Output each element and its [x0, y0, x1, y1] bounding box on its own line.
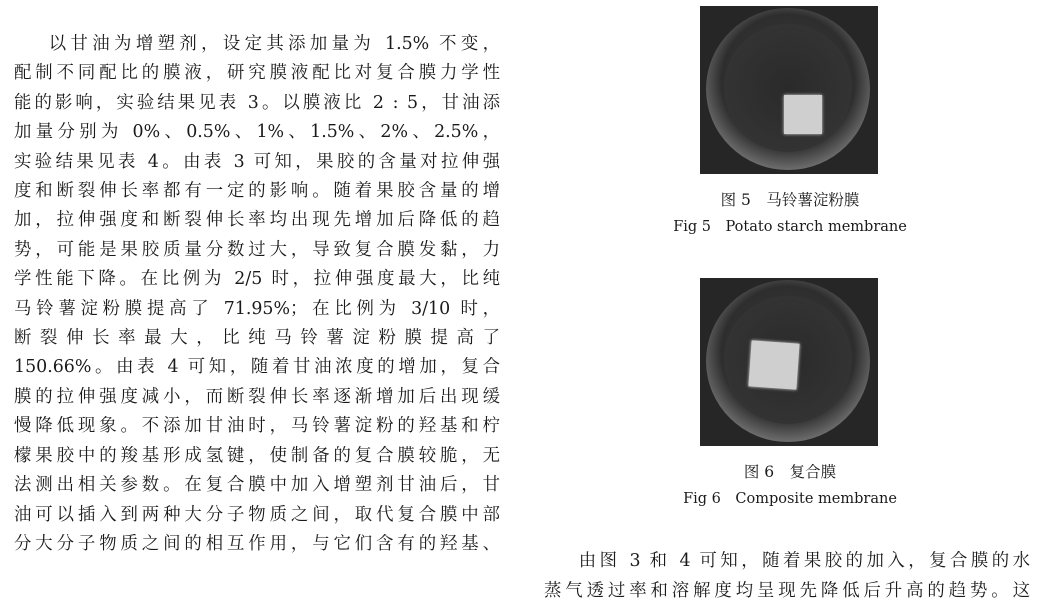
petri-dish	[706, 8, 870, 170]
text-line: 慢降低现象。不添加甘油时，马铃薯淀粉的羟基和柠	[14, 416, 500, 437]
text-line: 150.66%。由表 4 可知，随着甘油浓度的增加，复合	[14, 357, 500, 378]
text-line: 膜的拉伸强度减小，而断裂伸长率逐渐增加后出现缓	[14, 386, 500, 407]
text-line: 度和断裂伸长率都有一定的影响。随着果胶含量的增	[14, 181, 500, 202]
text-line: 蒸气透过率和溶解度均呈现先降低后升高的趋势。这	[544, 581, 1030, 601]
text-line: 配制不同配比的膜液，研究膜液配比对复合膜力学性	[14, 63, 500, 84]
text-line: 马铃薯淀粉膜提高了 71.95%；在比例为 3/10 时，	[14, 298, 500, 319]
caption-en: Fig 6 Composite membrane	[683, 491, 897, 507]
text-line: 法测出相关参数。在复合膜中加入增塑剂甘油后，甘	[14, 475, 500, 496]
text-line: 势，可能是果胶质量分数过大，导致复合膜发黏，力	[14, 239, 500, 260]
text-line: 能的影响，实验结果见表 3。以膜液比 2 : 5，甘油添	[14, 92, 500, 113]
figure-6-caption	[660, 462, 920, 509]
text-line: 油可以插入到两种大分子物质之间，取代复合膜中部	[14, 504, 500, 525]
starch-film-sample	[784, 95, 822, 134]
text-line: 断裂伸长率最大，比纯马铃薯淀粉膜提高了	[14, 328, 500, 349]
caption-zh: 图 5 马铃薯淀粉膜	[720, 191, 860, 209]
text-line: 加量分别为 0%、0.5%、1%、1.5%、2%、2.5%，	[14, 122, 500, 143]
caption-en: Fig 5 Potato starch membrane	[673, 219, 907, 235]
composite-film-sample	[748, 340, 799, 389]
paragraph	[14, 30, 500, 559]
caption-zh: 图 6 复合膜	[743, 463, 837, 481]
figure-6-photo	[700, 278, 878, 446]
text-line: 由图 3 和 4 可知，随着果胶的加入，复合膜的水	[578, 551, 1030, 571]
text-line: 以甘油为增塑剂，设定其添加量为 1.5% 不变，	[48, 34, 500, 54]
body-text-left	[14, 30, 500, 559]
text-line: 学性能下降。在比例为 2/5 时，拉伸强度最大，比纯	[14, 269, 500, 290]
figure-5-caption	[660, 190, 920, 237]
text-line: 檬果胶中的羧基形成氢键，使制备的复合膜较脆，无	[14, 445, 500, 466]
body-text-right	[544, 546, 1030, 606]
text-line: 加，拉伸强度和断裂伸长率均出现先增加后降低的趋	[14, 210, 500, 231]
text-line: 实验结果见表 4。由表 3 可知，果胶的含量对拉伸强	[14, 151, 500, 172]
text-line: 分大分子物质之间的相互作用，与它们含有的羟基、	[14, 533, 500, 554]
figure-5-photo	[700, 6, 878, 174]
